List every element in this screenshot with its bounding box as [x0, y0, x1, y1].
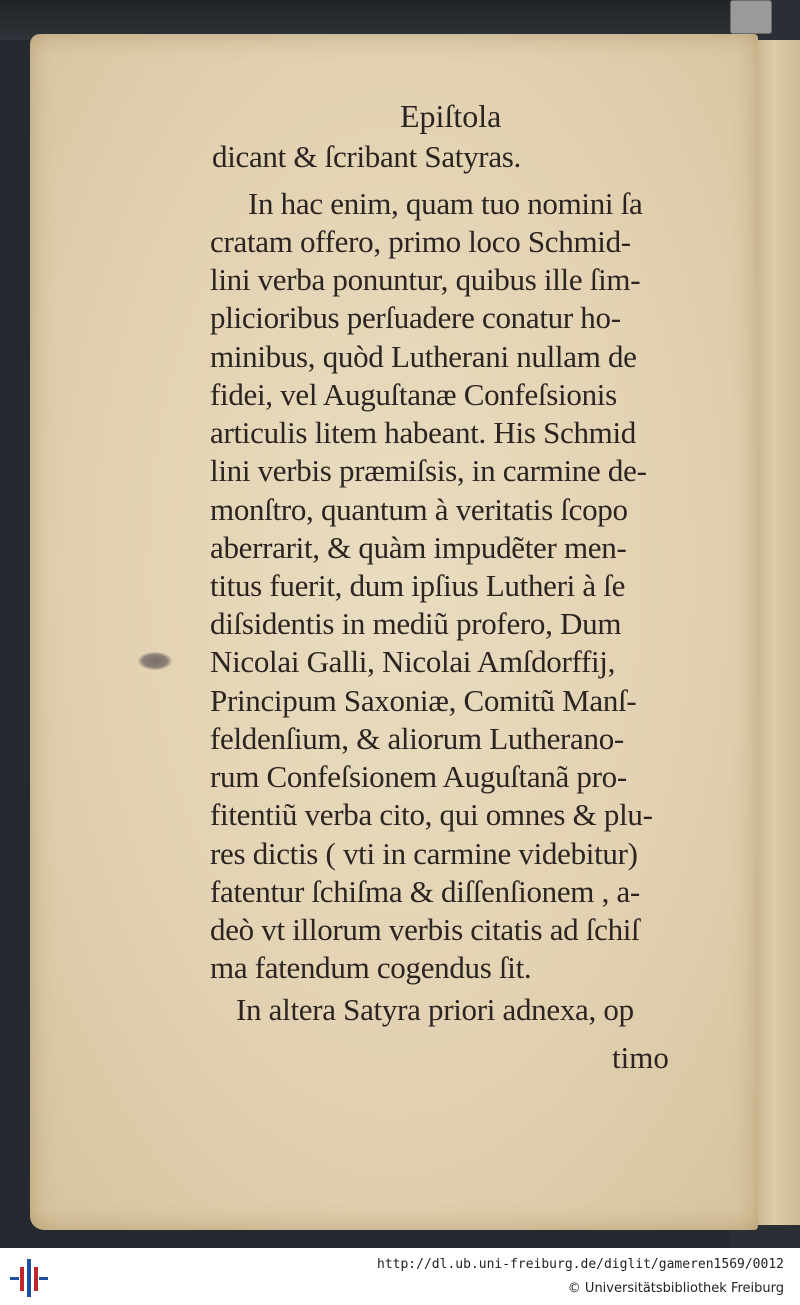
- text-line: titus fuerit, dum ipſius Lutheri à ſe: [210, 568, 626, 603]
- catchword: timo: [612, 1040, 669, 1075]
- text-line: lini verba ponuntur, quibus ille ſim-: [210, 262, 641, 297]
- text-line: In altera Satyra priori adnexa, op: [236, 992, 634, 1027]
- text-line: rum Confeſsionem Auguſtanã pro-: [210, 759, 627, 794]
- text-line: articulis litem habeant. His Schmid: [210, 415, 636, 450]
- text-line: fitentiũ verba cito, qui omnes & plu-: [210, 797, 653, 832]
- text-line: Nicolai Galli, Nicolai Amſdorffij,: [210, 644, 616, 679]
- text-line: minibus, quòd Lutherani nullam de: [210, 339, 637, 374]
- source-url-link[interactable]: http://dl.ub.uni-freiburg.de/diglit/gameren1569/0012: [377, 1257, 784, 1272]
- page-stain: [138, 652, 172, 670]
- text-line: plicioribus perſuadere conatur ho-: [210, 300, 621, 335]
- text-line: deò vt illorum verbis citatis ad ſchiſ: [210, 912, 640, 947]
- text-line: fidei, vel Auguſtanæ Confeſsionis: [210, 377, 617, 412]
- text-line: monſtro, quantum à veritatis ſcopo: [210, 492, 628, 527]
- text-line: fatentur ſchiſma & diſſenſionem , a-: [210, 874, 640, 909]
- library-logo-icon: [8, 1257, 50, 1299]
- text-line: diſsidentis in mediũ profero, Dum: [210, 606, 622, 641]
- copyright-text: © Universitätsbibliothek Freiburg: [567, 1281, 784, 1296]
- running-header: Epiſtola: [400, 98, 502, 134]
- text-line: feldenſium, & aliorum Lutherano-: [210, 721, 624, 756]
- page-clip: [730, 0, 772, 34]
- text-line: cratam offero, primo loco Schmid-: [210, 224, 631, 259]
- text-line: ma fatendum cogendus ſit.: [210, 950, 532, 985]
- text-line: lini verbis præmiſsis, in carmine de-: [210, 453, 647, 488]
- text-line: aberrarit, & quàm impudẽter men-: [210, 530, 627, 565]
- text-line: dicant & ſcribant Satyras.: [212, 139, 521, 174]
- text-line: Principum Saxoniæ, Comitũ Manſ-: [210, 683, 637, 718]
- text-line: res dictis ( vti in carmine videbitur): [210, 836, 638, 871]
- text-line: In hac enim, quam tuo nomini ſa: [248, 186, 643, 221]
- next-page-edge: [755, 40, 800, 1225]
